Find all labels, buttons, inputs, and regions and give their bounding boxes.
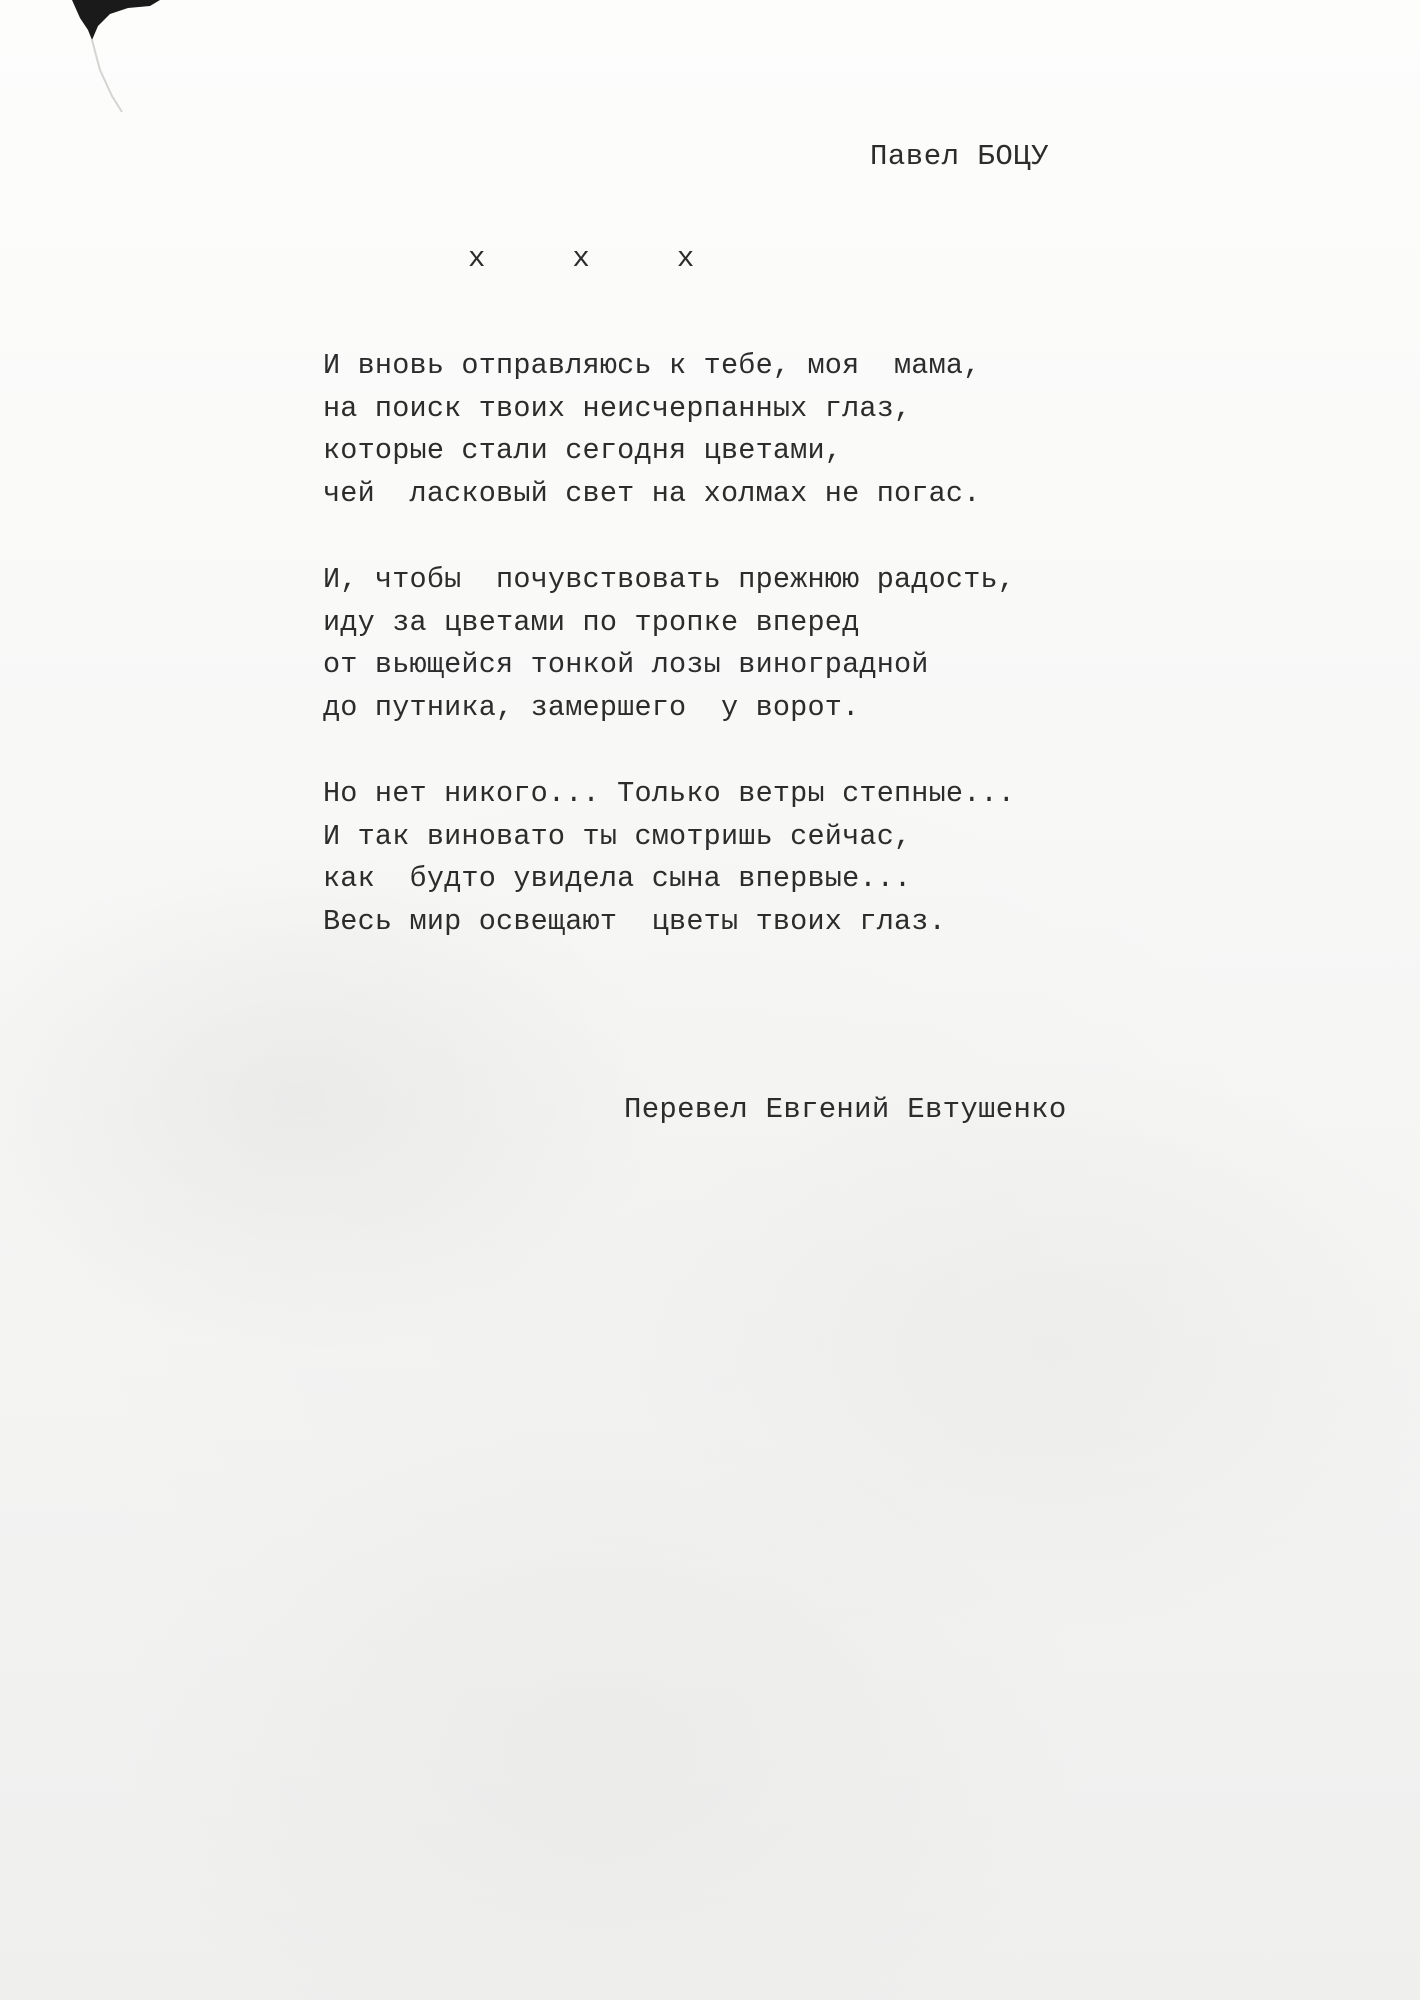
poem-line: иду за цветами по тропке вперед <box>323 605 860 639</box>
poem-body <box>323 345 1123 987</box>
section-mark: х х х <box>468 242 695 275</box>
poem-line: Весь мир освещают цветы твоих глаз. <box>323 904 946 938</box>
torn-corner-mark <box>0 0 170 130</box>
author-name: Павел БОЦУ <box>870 140 1050 173</box>
stanza <box>323 559 1123 729</box>
translator-credit: Перевел Евгений Евтушенко <box>624 1093 1067 1126</box>
poem-line: чей ласковый свет на холмах не погас. <box>323 476 981 510</box>
poem-line: которые стали сегодня цветами, <box>323 434 843 467</box>
stanza <box>323 345 1123 515</box>
poem-line: И так виновато ты смотришь сейчас, <box>323 819 912 853</box>
poem-line: от вьющейся тонкой лозы виноградной <box>323 648 929 681</box>
poem-line: И, чтобы почувствовать прежнюю радость, <box>323 563 1016 596</box>
poem-line: как будто увидела сына впервые... <box>323 862 912 895</box>
poem-line: И вновь отправляюсь к тебе, моя мама, <box>323 349 981 382</box>
poem-line: на поиск твоих неисчерпанных глаз, <box>323 391 912 425</box>
poem-line: Но нет никого... Только ветры степные... <box>323 777 1016 810</box>
stanza <box>323 773 1123 943</box>
poem-line: до путника, замершего у ворот. <box>323 690 860 724</box>
